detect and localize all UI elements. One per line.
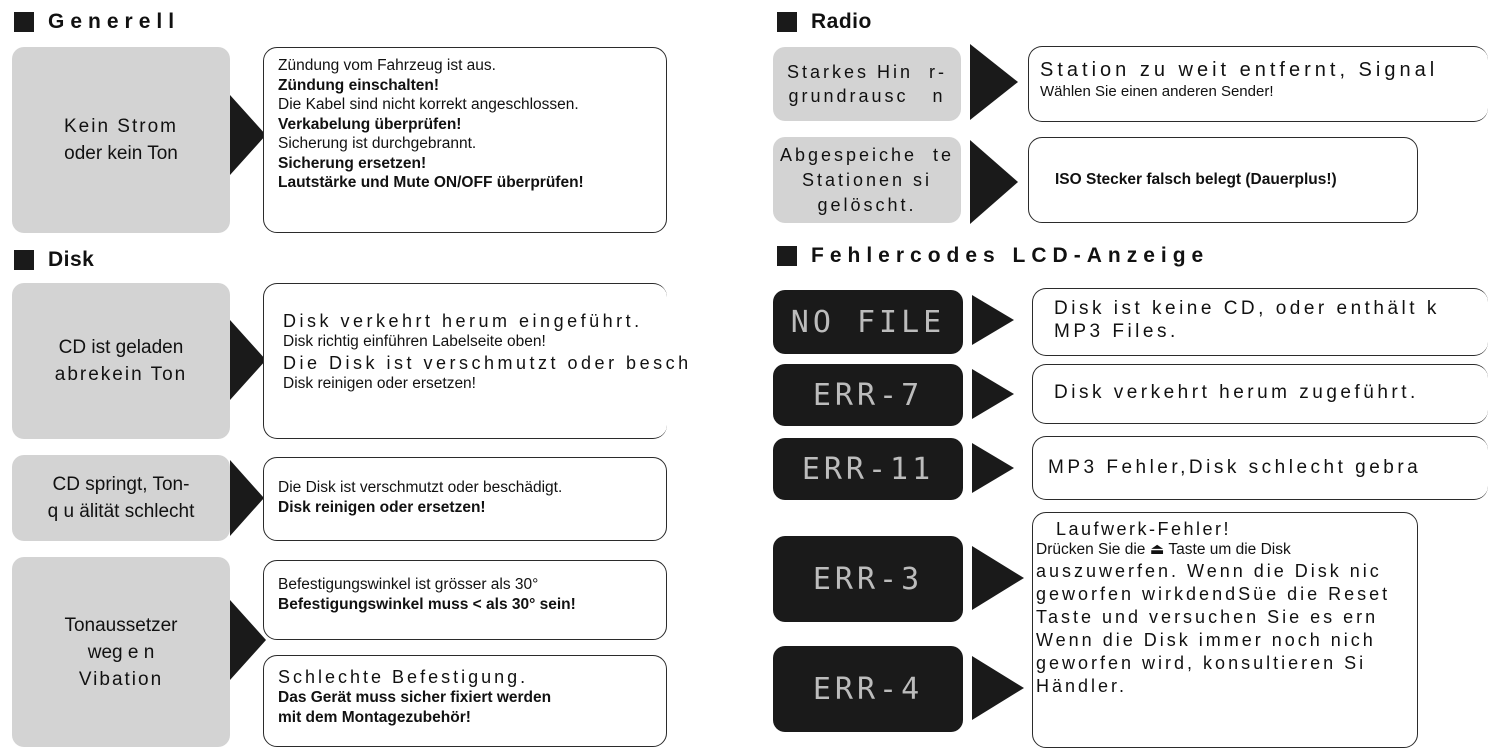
solution-line: Drücken Sie die ⏏ Taste um die Disk [1036,541,1291,558]
solution-line: Taste und versuchen Sie es ern [1036,607,1379,627]
solution-line: Sicherung ist durchgebrannt. [278,135,477,152]
lcd-code-err-3 [773,536,963,622]
solution-line: geworfen wird, konsultieren Si [1036,653,1367,673]
arrow-right-icon [230,600,266,680]
problem-line: oder kein Ton [64,143,178,164]
arrow-right-icon [970,44,1018,120]
solution-line: Sicherung ersetzen! [278,154,427,172]
solution-line: Händler. [1036,676,1128,696]
solution-line: MP3 Fehler,Disk schlecht gebra [1048,457,1422,478]
problem-line: Kein Strom [64,116,178,137]
solution-text-code-3 [1048,456,1495,486]
lcd-code-no-file [773,290,963,354]
lcd-code-err-4 [773,646,963,732]
arrow-right-icon [972,546,1024,610]
solution-line: Befestigungswinkel ist grösser als 30° [278,576,539,593]
heading-text: Radio [811,10,872,33]
problem-line: Starkes Hin r- [786,62,948,82]
solution-line: Das Gerät muss sicher fixiert werden [278,689,552,706]
arrow-right-icon [230,320,266,400]
lcd-code-text: ERR-4 [812,671,924,707]
solution-line: ISO Stecker falsch belegt (Dauerplus!) [1055,171,1337,189]
problem-kein-strom [12,47,230,233]
problem-line: Tonaussetzer [64,614,178,636]
problem-cd-geladen [12,283,230,439]
problem-hintergrundrauschen [773,47,961,121]
problem-line: weg e n [87,641,155,663]
solution-box-disk-3a [263,560,667,640]
heading-text: Fehlercodes LCD-Anzeige [811,244,1210,267]
problem-line: CD springt, Ton- [52,474,190,495]
solution-line: Disk reinigen oder ersetzen! [283,375,476,392]
lcd-code-text: ERR-3 [812,561,924,597]
solution-text-code-4 [1036,518,1495,744]
solution-line: auszuwerfen. Wenn die Disk nic [1036,561,1382,581]
problem-tonaussetzer [12,557,230,747]
section-heading-generell [14,10,180,34]
problem-line: gelöscht. [817,194,917,215]
arrow-right-icon [230,95,266,175]
solution-line: Befestigungswinkel muss < als 30° sein! [278,595,576,613]
solution-box-radio-2 [1028,137,1418,223]
solution-line: Wählen Sie einen anderen Sender! [1040,83,1274,100]
solution-line: mit dem Montagezubehör! [278,708,471,726]
section-heading-disk [14,248,94,272]
lcd-code-err-7 [773,364,963,426]
arrow-right-icon [972,656,1024,720]
problem-line: grundrausc n [788,86,946,106]
solution-line: Wenn die Disk immer noch nich [1036,630,1376,650]
solution-text-radio-1 [1040,58,1495,118]
solution-line: Verkabelung überprüfen! [278,115,462,133]
problem-line: Stationen si [801,169,933,190]
solution-box-disk-2 [263,457,667,541]
solution-text-code-2 [1054,381,1495,411]
solution-line: Disk verkehrt herum zugeführt. [1054,382,1419,403]
section-heading-radio [777,10,872,34]
section-square-icon [14,250,34,270]
arrow-right-icon [230,460,264,536]
solution-line: Die Disk ist verschmutzt oder beschädigt. [278,479,563,496]
solution-line: Schlechte Befestigung. [278,667,529,687]
section-heading-fehlercodes [777,244,1209,268]
solution-line: Die Disk ist verschmutzt oder besch [283,353,692,373]
arrow-right-icon [972,369,1014,419]
solution-line: Disk ist keine CD, oder enthält k [1054,298,1440,319]
section-square-icon [14,12,34,32]
solution-line: Station zu weit entfernt, Signal [1040,59,1439,81]
problem-stationen-geloescht [773,137,961,223]
lcd-code-text: NO FILE [790,304,946,340]
problem-line: Vibation [78,668,164,690]
lcd-code-text: ERR-7 [812,377,924,413]
solution-line: Zündung vom Fahrzeug ist aus. [278,57,496,74]
arrow-right-icon [970,140,1018,224]
section-square-icon [777,12,797,32]
solution-line: Disk reinigen oder ersetzen! [278,498,486,516]
solution-box-disk-3b [263,655,667,747]
problem-line: q u älität schlecht [47,501,195,522]
lcd-code-err-11 [773,438,963,500]
heading-text: Generell [48,10,181,33]
solution-line: Disk richtig einführen Labelseite oben! [283,333,546,350]
arrow-right-icon [972,295,1014,345]
solution-text-code-1 [1054,297,1495,353]
solution-line: Disk verkehrt herum eingeführt. [283,311,643,331]
solution-box-generell [263,47,667,233]
solution-line: Die Kabel sind nicht korrekt angeschlossen. [278,96,579,113]
heading-text: Disk [48,248,95,271]
solution-line: Zündung einschalten! [278,76,440,94]
solution-line: geworfen wirkdendSüe die Reset [1036,584,1391,604]
problem-line: abrekein Ton [54,364,188,385]
solution-line: MP3 Files. [1054,321,1179,342]
problem-cd-springt [12,455,230,541]
solution-line: Laufwerk-Fehler! [1056,519,1232,539]
arrow-right-icon [972,443,1014,493]
problem-line: CD ist geladen [58,337,184,358]
solution-line: Lautstärke und Mute ON/OFF überprüfen! [278,174,584,191]
solution-text-disk-1 [277,310,777,430]
lcd-code-text: ERR-11 [801,451,935,487]
section-square-icon [777,246,797,266]
problem-line: Abgespeiche te [779,144,955,165]
